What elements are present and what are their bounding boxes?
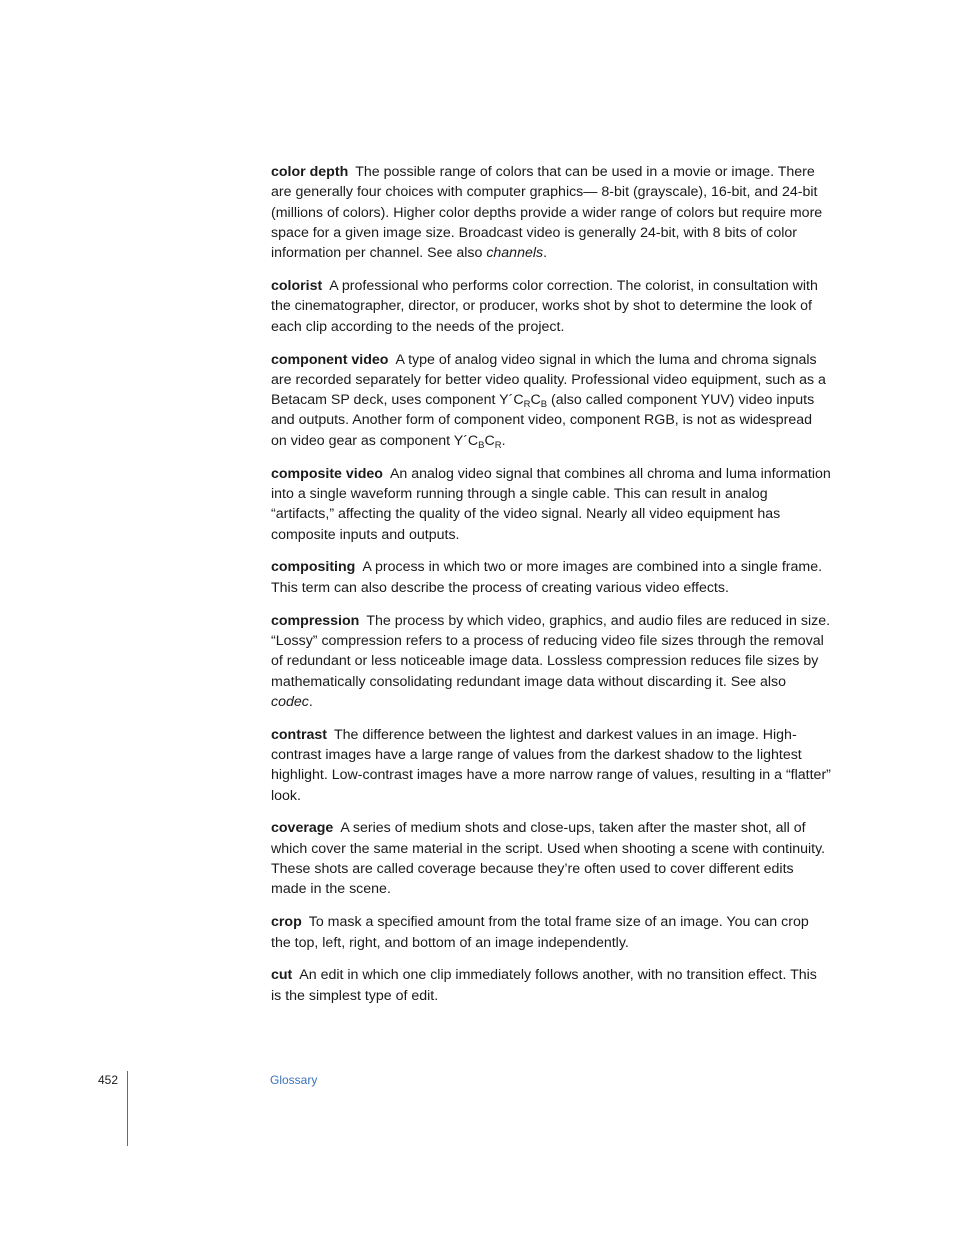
glossary-term: contrast [271,726,327,743]
footer-section-title: Glossary [270,1073,318,1087]
glossary-entry-contrast [271,725,831,806]
subscript: R [523,399,531,411]
glossary-definition: The process by which video, graphics, and audio files are reduced in size. “Lossy” compression refers to a process of reducing video file sizes through the removal of redundant or less noticeable image data. Lossless compression reduces file sizes by mathematically consolidating redundant image data without discarding it. See also [271,612,831,690]
glossary-entry-compression: compression The process by which video, graphics, and audio files are reduced in size. “Lossy” compression refers to a process of reducing video file sizes through the removal of redundant or less noticeable image data. Lossless compression reduces file sizes by mathematically consolidating redundant image data without discarding it. See also codec. [271,612,831,710]
glossary-term: colorist [271,278,323,295]
glossary-definition: The difference between the lightest and darkest values in an image. High-contrast images have a large range of values from the darkest shadow to the lightest highlight. Low-contrast images have a more narrow range of values, resulting in a “flatter” look. [271,726,831,804]
glossary-entry-composite-video [271,464,831,545]
glossary-entry-coverage [271,818,831,899]
glossary-entry-compositing [271,557,831,598]
glossary-definition: A process in which two or more images are combined into a single frame. This term can also describe the process of creating various video effects. [271,559,823,596]
glossary-entry-component-video: component video A type of analog video signal in which the luma and chroma signals are recorded separately for better video quality. Professional video equipment, such as a Betacam SP deck, uses component $Y´C_RC_B$ (also called component YUV) video inputs and outputs. Another form of component video, component RGB, is not as widespread on video gear as component $Y´C_BC_R$. [271,351,826,451]
subscript: B [478,439,485,451]
glossary-term: crop [271,914,302,931]
footer-divider [127,1071,128,1146]
glossary-definition: A type of analog video signal in which the luma and chroma signals are recorded separately for better video quality. Professional video equipment, such as a Betacam SP deck, uses component Y´C [271,351,826,409]
glossary-term: compositing [271,559,356,576]
glossary-term: component video [271,351,389,368]
glossary-term: coverage [271,820,334,837]
glossary-entry-cut [271,965,831,1006]
glossary-definition: A series of medium shots and close-ups, taken after the master shot, all of which cover the same material in the script. Used when shooting a scene with continuity. These shots are called coverage because they’re often used to cover different edits made in the scene. [271,820,826,898]
glossary-content [271,162,831,1019]
glossary-term: color depth [271,164,349,180]
see-also-reference: codec [271,693,309,710]
glossary-definition: A professional who performs color correction. The colorist, in consultation with the cinematographer, director, or producer, works shot by shot to determine the look of each clip according to the needs of the project. [271,278,818,335]
glossary-term: composite video [271,465,383,482]
glossary-entry-colorist [271,276,831,337]
glossary-definition: The possible range of colors that can be used in a movie or image. There are generally four choices with computer graphics— 8-bit (grayscale), 16-bit, and 24-bit (millions of colors). Higher color depths provide a wider range of colors but require more space for a given image size. Broadcast video is generally 24-bit, with 8 bits of color information per channel. See also [271,164,823,262]
subscript: B [540,399,548,411]
glossary-term: cut [271,967,293,984]
glossary-entry-color-depth: color depth The possible range of colors that can be used in a movie or image. There are generally four choices with computer graphics— 8-bit (grayscale), 16-bit, and 24-bit (millions of colors). Higher color depths provide a wider range of colors but require more space for a given image size. Broadcast video is generally 24-bit, with 8 bits of color information per channel. See also channels. [271,164,823,262]
subscript: R [494,439,502,451]
glossary-definition: To mask a specified amount from the total frame size of an image. You can crop the top, left, right, and bottom of an image independently. [271,914,809,951]
page-number: 452 [98,1073,119,1087]
glossary-entry-crop [271,912,831,953]
glossary-term: compression [271,612,360,629]
glossary-definition: An analog video signal that combines all chroma and luma information into a single waveform running through a single cable. This can result in analog “artifacts,” affecting the quality of the video signal. Nearly all video equipment has composite inputs and outputs. [271,465,831,543]
see-also-reference: channels [486,245,544,262]
glossary-definition: An edit in which one clip immediately follows another, with no transition effect. This is the simplest type of edit. [271,967,817,1004]
